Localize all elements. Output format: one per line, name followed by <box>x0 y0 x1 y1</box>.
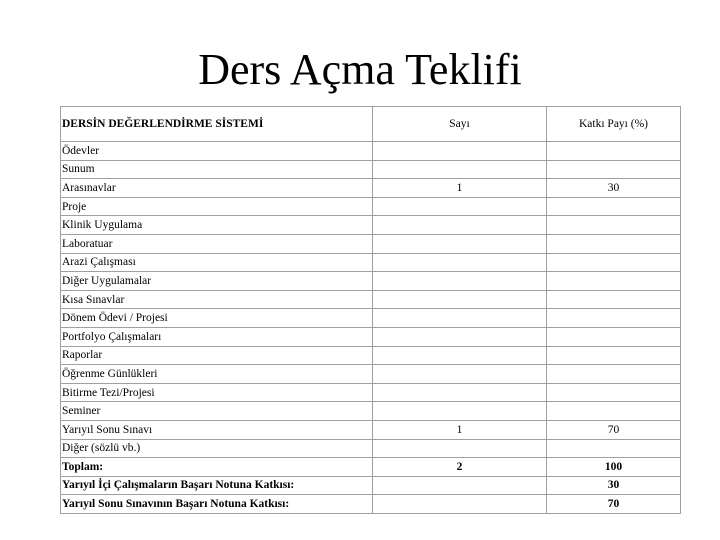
table-row <box>61 327 681 346</box>
row-label: Arazi Çalışması <box>61 253 373 272</box>
row-label: Sunum <box>61 160 373 179</box>
row-share <box>547 272 681 291</box>
table-row <box>61 458 681 477</box>
table-row <box>61 383 681 402</box>
row-label: Ödevler <box>61 142 373 161</box>
row-count <box>373 327 547 346</box>
table-row <box>61 365 681 384</box>
row-share <box>547 142 681 161</box>
header-contribution-share: Katkı Payı (%) <box>547 107 681 142</box>
row-label: Raporlar <box>61 346 373 365</box>
row-count <box>373 290 547 309</box>
row-share <box>547 234 681 253</box>
table-row <box>61 346 681 365</box>
row-label: Öğrenme Günlükleri <box>61 365 373 384</box>
row-share: 70 <box>547 420 681 439</box>
table-row <box>61 142 681 161</box>
table-row <box>61 495 681 514</box>
row-count: 2 <box>373 458 547 477</box>
row-share <box>547 383 681 402</box>
row-count: 1 <box>373 420 547 439</box>
row-label: Yarıyıl İçi Çalışmaların Başarı Notuna Katkısı: <box>61 476 373 495</box>
row-share: 70 <box>547 495 681 514</box>
row-count <box>373 476 547 495</box>
row-share <box>547 160 681 179</box>
row-share <box>547 309 681 328</box>
row-share <box>547 197 681 216</box>
row-share <box>547 346 681 365</box>
row-label: Proje <box>61 197 373 216</box>
row-count <box>373 234 547 253</box>
row-share: 30 <box>547 179 681 198</box>
table-row <box>61 402 681 421</box>
row-label: Klinik Uygulama <box>61 216 373 235</box>
row-count <box>373 346 547 365</box>
row-label: Diğer Uygulamalar <box>61 272 373 291</box>
row-share <box>547 327 681 346</box>
row-count <box>373 383 547 402</box>
row-count <box>373 365 547 384</box>
row-share: 100 <box>547 458 681 477</box>
row-label: Bitirme Tezi/Projesi <box>61 383 373 402</box>
row-label: Kısa Sınavlar <box>61 290 373 309</box>
header-count: Sayı <box>373 107 547 142</box>
row-label: Seminer <box>61 402 373 421</box>
table-row <box>61 216 681 235</box>
table-row <box>61 290 681 309</box>
table-row <box>61 179 681 198</box>
row-label: Diğer (sözlü vb.) <box>61 439 373 458</box>
row-share: 30 <box>547 476 681 495</box>
table-row <box>61 272 681 291</box>
row-share <box>547 253 681 272</box>
row-share <box>547 439 681 458</box>
table-row <box>61 197 681 216</box>
row-label: Yarıyıl Sonu Sınavı <box>61 420 373 439</box>
row-count <box>373 439 547 458</box>
table-row <box>61 439 681 458</box>
evaluation-table <box>60 106 681 514</box>
row-label: Laboratuar <box>61 234 373 253</box>
row-count <box>373 197 547 216</box>
table-row <box>61 253 681 272</box>
row-label: Arasınavlar <box>61 179 373 198</box>
row-count: 1 <box>373 179 547 198</box>
row-label: Toplam: <box>61 458 373 477</box>
table-row <box>61 309 681 328</box>
row-label: Yarıyıl Sonu Sınavının Başarı Notuna Katkısı: <box>61 495 373 514</box>
row-count <box>373 272 547 291</box>
row-count <box>373 160 547 179</box>
row-count <box>373 142 547 161</box>
row-share <box>547 216 681 235</box>
row-count <box>373 253 547 272</box>
header-evaluation-system: DERSİN DEĞERLENDİRME SİSTEMİ <box>61 107 373 142</box>
row-count <box>373 216 547 235</box>
row-share <box>547 365 681 384</box>
table-row <box>61 420 681 439</box>
row-count <box>373 402 547 421</box>
table-row <box>61 476 681 495</box>
row-count <box>373 309 547 328</box>
row-count <box>373 495 547 514</box>
row-share <box>547 402 681 421</box>
row-label: Dönem Ödevi / Projesi <box>61 309 373 328</box>
row-share <box>547 290 681 309</box>
table-row <box>61 160 681 179</box>
table-header-row <box>61 107 681 142</box>
page-title: Ders Açma Teklifi <box>198 45 522 94</box>
table-row <box>61 234 681 253</box>
row-label: Portfolyo Çalışmaları <box>61 327 373 346</box>
